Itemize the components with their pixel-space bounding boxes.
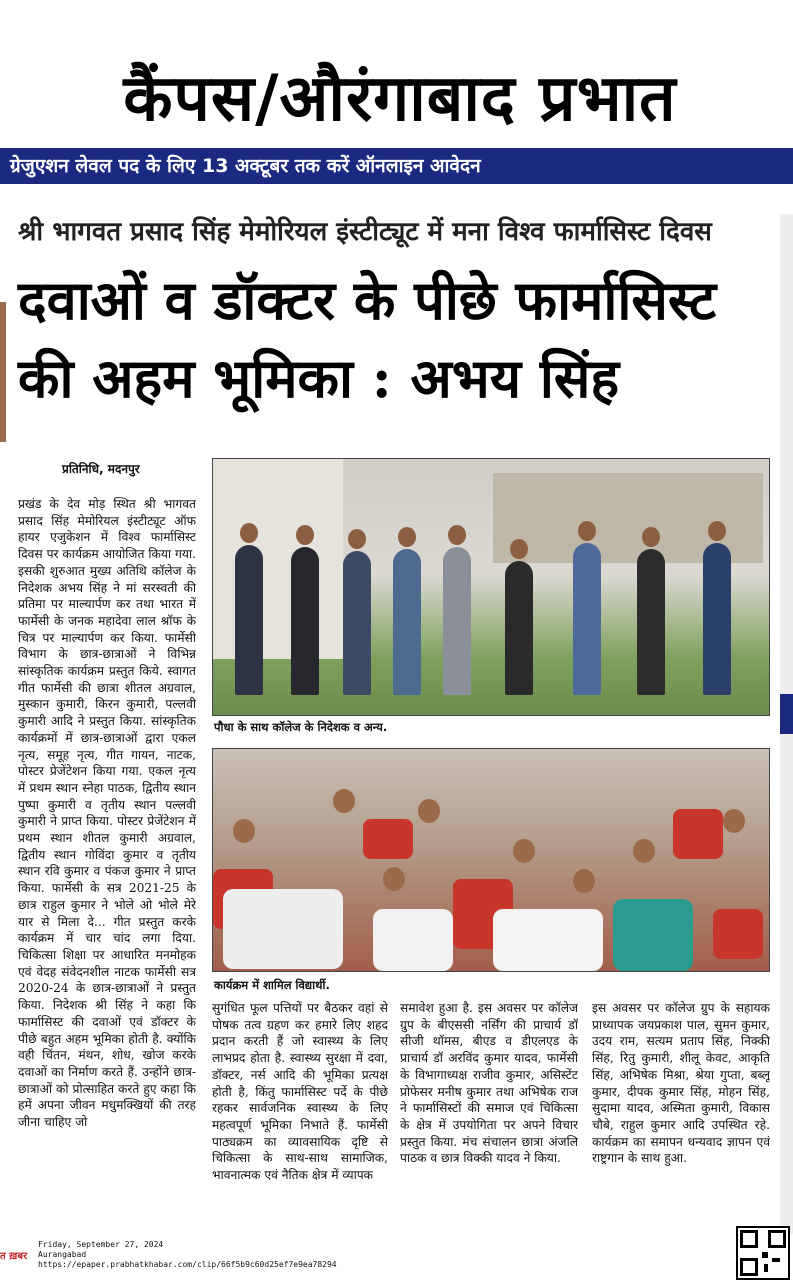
article-column-4: इस अवसर पर कॉलेज ग्रुप के सहायक प्राध्यापक जयप्रकाश पाल, सुमन कुमार, उदय राम, सत्यम प्रताप सिंह, निक्की सिंह, रितु कुमारी, शीलू केवट, आकृति सिंह, अभिषेक मिश्रा, श्रेया गुप्ता, बब्लू कुमार, दीपक कुमार सिंह, मोहन सिंह, सुदामा यादव, अस्मिता कुमारी, विकास चौबे, राहुल कुमार आदि उपस्थित रहे. कार्यक्रम का समापन धन्यवाद ज्ञापन एवं राष्ट्रगान के साथ हुआ. (592, 1001, 770, 1166)
article-kicker: श्री भागवत प्रसाद सिंह मेमोरियल इंस्टीट्यूट में मना विश्व फार्मासिस्ट दिवस (18, 217, 712, 247)
qr-code-icon[interactable] (736, 1226, 790, 1280)
photo-students-audience (212, 748, 770, 972)
article-column-3: समावेश हुआ है. इस अवसर पर कॉलेज ग्रुप के बीएससी नर्सिंग की प्राचार्य डॉ सीजी थॉमस, बीएड व डीएलएड के प्राचार्य डॉ अरविंद कुमार यादव, फार्मेसी के विभागाध्यक्ष राजीव कुमार, असिस्टेंट प्रोफेसर मनीष कुमार तथा अभिषेक राज ने फार्मासिस्टों की समाज एवं चिकित्सा के क्षेत्र में उपयोगिता पर अपने विचार प्रस्तुत किया. मंच संचालन छात्रा अंजलि पाठक व छात्र विक्की यादव ने किया. (400, 1001, 578, 1166)
article-column-1: प्रखंड के देव मोड़ स्थित श्री भागवत प्रसाद सिंह मेमोरियल इंस्टीट्यूट ऑफ हायर एजुकेशन में विश्व फार्मासिस्ट दिवस पर कार्यक्रम आयोजित किया गया. इसकी शुरुआत मुख्य अतिथि कॉलेज के निदेशक अभय सिंह ने मां सरस्वती की प्रतिमा पर माल्यार्पण कर तथा भारत में फार्मेसी के जनक महादेवा लाल श्रॉफ के चित्र पर माल्यार्पण कर किया. फार्मेसी विभाग के छात्र-छात्राओं ने विभिन्न सांस्कृतिक कार्यक्रम प्रस्तुत किये. स्वागत गीत फार्मेसी की छात्रा शीतल अग्रवाल, मुस्कान कुमारी, किरन कुमारी, पल्लवी कुमारी आदि ने प्रस्तुत किया. सांस्कृतिक कार्यक्रमों में छात्र-छात्राओं द्वारा एकल नृत्य, समूह नृत्य, गीत गायन, नाटक, पोस्टर प्रेजेंटेशन किया गया. एकल नृत्य में प्रथम स्थान स्नेहा पाठक, द्वितीय स्थान पुष्पा कुमारी व तृतीय स्थान पल्लवी कुमारी ने प्राप्त किया. पोस्टर प्रेजेंटेशन में प्रथम स्थान शीतल कुमारी अग्रवाल, द्वितीय स्थान गोविंदा कुमार व तृतीय स्थान रवि कुमार व पंकज कुमार ने प्राप्त किया. फार्मेसी के सत्र 2021-25 के छात्र राहुल कुमार ने भोले ओ भोले मेरे यार से मिला दे... गीत प्रस्तुत करके कार्यक्रम में चार चांद लगा दिया. चिकित्सा शिक्षा पर आधारित मनमोहक एवं वेदह संवेदनशील नाटक फार्मेसी सत्र 2020-24 के छात्र-छात्राओं ने प्रस्तुत किया. निदेशक श्री सिंह ने कहा कि फार्मासिस्ट की दवाओं एवं डॉक्टर के पीछे बहुत अहम भूमिका होती है. क्योंकि वही चिंतन, मंथन, शोध, खोज करके दवाओं का निर्माण करते हैं. उन्होंने छात्र-छात्राओं को प्रोत्साहित करते हुए कहा कि हमें अपना जीवन मधुमक्खियों की तरह जीना चाहिए जो (18, 497, 196, 1130)
prabhat-khabar-logo: त ख़बर (0, 1251, 28, 1262)
footer-city: Aurangabad (38, 1250, 87, 1259)
article-headline-line1: दवाओं व डॉक्टर के पीछे फार्मासिस्ट (18, 268, 717, 332)
section-strip (0, 148, 793, 184)
newspaper-masthead: कैंपस/औरंगाबाद प्रभात (123, 61, 677, 136)
photo-caption-2: कार्यक्रम में शामिल विद्यार्थी. (214, 978, 330, 992)
photo-faculty-with-plants (212, 458, 770, 716)
byline: प्रतिनिधि, मदनपुर (62, 462, 140, 476)
adjacent-column-right (780, 214, 793, 1234)
footer-date: Friday, September 27, 2024 (38, 1240, 164, 1249)
article-headline-line2: की अहम भूमिका : अभय सिंह (18, 346, 620, 410)
article-column-2: सुगंधित फूल पत्तियों पर बैठकर वहां से पोषक तत्व ग्रहण कर हमारे लिए शहद प्रदान करती हैं जो स्वास्थ्य के लिए लाभप्रद होता है. स्वास्थ्य सुरक्षा में दवा, डॉक्टर, नर्स आदि की भूमिका प्रत्यक्ष होती है, किंतु फार्मासिस्ट पर्दे के पीछे रहकर सार्वजनिक स्वास्थ्य के लिए महत्वपूर्ण भूमिका निभाते हैं. फार्मेसी पाठ्यक्रम का व्यावसायिक दृष्टि से चिकित्सा के साथ-साथ सामाजिक, भावनात्मक एवं नैतिक क्षेत्र में व्यापक (212, 1001, 388, 1183)
footer-url[interactable]: https://epaper.prabhatkhabar.com/clip/66f5b9c60d25ef7e9ea78294 (38, 1260, 337, 1269)
adjacent-photo-edge (0, 302, 6, 442)
clip-footer (38, 1240, 337, 1270)
photo-caption-1: पौधा के साथ कॉलेज के निदेशक व अन्य. (214, 720, 388, 734)
strip-headline: ग्रेजुएशन लेवल पद के लिए 13 अक्टूबर तक करें ऑनलाइन आवेदन (10, 155, 481, 177)
